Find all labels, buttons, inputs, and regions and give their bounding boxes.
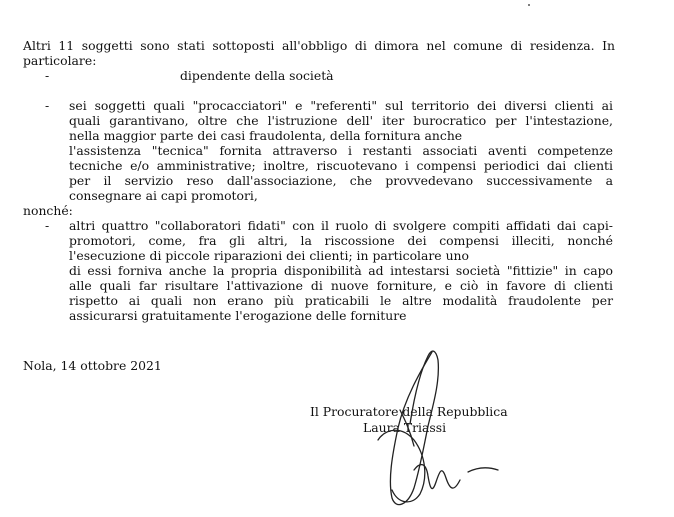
list-item-line: altri quattro "collaboratori fidati" con il ruolo di svolgere compiti affidati dai capi- bbox=[69, 218, 613, 233]
list-item-line: rispetto ai quali non erano più praticabili le altre modalità fraudolente per bbox=[69, 293, 613, 308]
list-item-line: l'assistenza "tecnica" fornita attraverso i restanti associati aventi competenze bbox=[69, 143, 613, 158]
list-item bbox=[69, 218, 613, 323]
list-item-line: alle quali far risultare l'attivazione di nuove forniture, e ciò in favore di clienti bbox=[69, 278, 613, 293]
list-item-line: assicurarsi gratuitamente l'erogazione delle forniture bbox=[69, 308, 407, 323]
list-item-line: promotori, come, fra gli altri, la riscossione dei compensi illeciti, nonché bbox=[69, 233, 613, 248]
list-item-line: consegnare ai capi promotori, bbox=[69, 188, 258, 203]
list-item-line: per il servizio reso dall'associazione, che provvedevano successivamente a bbox=[69, 173, 613, 188]
place-date: Nola, 14 ottobre 2021 bbox=[23, 358, 162, 373]
list-item-line: tecniche e/o amministrative; inoltre, riscuotevano i compensi periodici dai clienti bbox=[69, 158, 613, 173]
intro-paragraph bbox=[23, 38, 615, 68]
list-item-line: di essi forniva anche la propria disponibilità ad intestarsi società "fittizie" in capo bbox=[69, 263, 613, 278]
signatory-name: Laura Triassi bbox=[363, 420, 447, 435]
list-item-line: dipendente della società bbox=[180, 68, 334, 83]
scan-speck bbox=[528, 4, 530, 6]
list-bullet: - bbox=[45, 98, 50, 113]
list-item bbox=[180, 68, 334, 83]
list-item bbox=[69, 98, 613, 203]
list-item-line: l'esecuzione di piccole riparazioni dei clienti; in particolare uno bbox=[69, 248, 469, 263]
list-bullet: - bbox=[45, 218, 50, 233]
intro-line: particolare: bbox=[23, 53, 97, 68]
intro-line: Altri 11 soggetti sono stati sottoposti all'obbligo di dimora nel comune di residenza. In bbox=[23, 38, 615, 53]
signatory-title: Il Procuratore della Repubblica bbox=[310, 404, 508, 419]
list-item-line: quali garantivano, oltre che l'istruzione dell' iter burocratico per l'intestazione, bbox=[69, 113, 613, 128]
list-bullet: - bbox=[45, 68, 50, 83]
conjunction: nonché: bbox=[23, 203, 73, 218]
list-item-line: nella maggior parte dei casi fraudolenta, della fornitura anche bbox=[69, 128, 463, 143]
list-item-line: sei soggetti quali "procacciatori" e "referenti" sul territorio dei diversi clienti ai bbox=[69, 98, 613, 113]
